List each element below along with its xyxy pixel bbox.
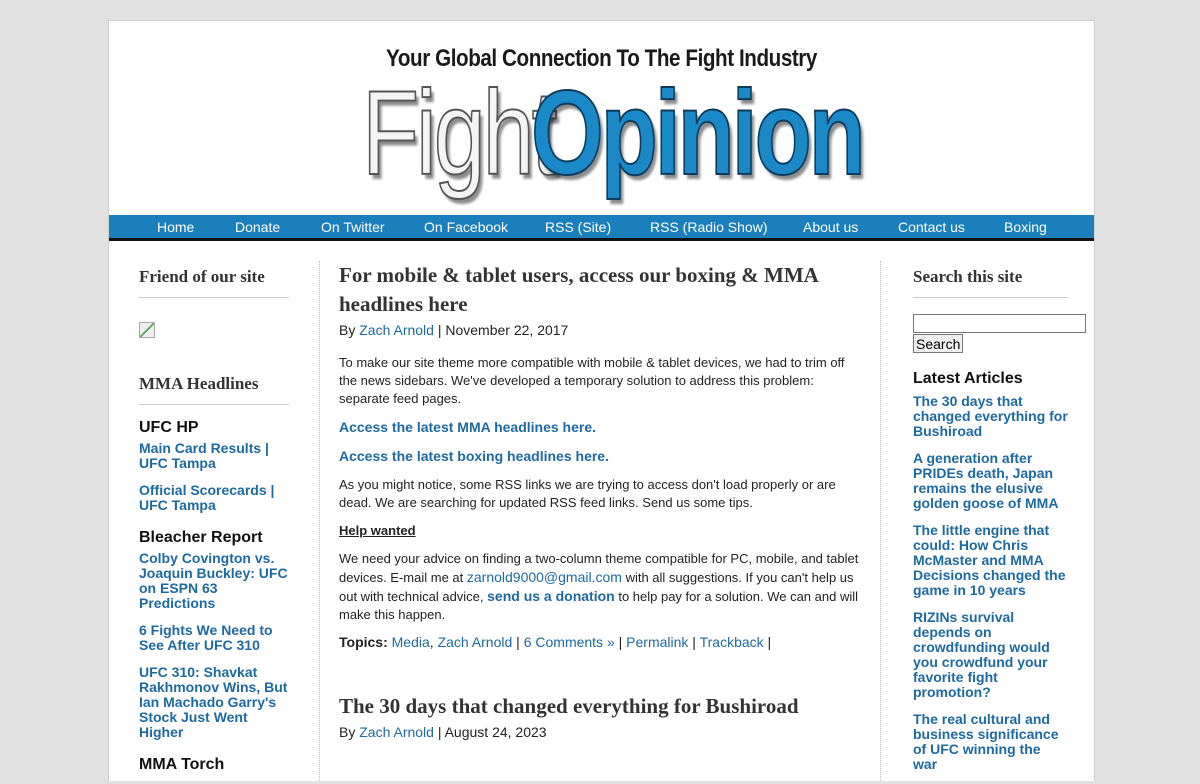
latest-articles-title: Latest Articles (913, 369, 1023, 387)
topic-link[interactable]: Media (391, 634, 430, 650)
post-paragraph: As you might notice, some RSS links we are trying to access don't load properly or are dead. We are searching for updated RSS feed links. Send us some tips. (339, 477, 836, 510)
post-byline (339, 322, 864, 338)
nav-rss-radio[interactable]: RSS (Radio Show) (650, 219, 768, 235)
post-date: | August 24, 2023 (433, 724, 547, 740)
text: to help pay for a solution. We can and will make this happen. (339, 589, 859, 622)
post (339, 692, 864, 740)
post-title[interactable]: The 30 days that changed everything for Bushiroad (339, 694, 799, 718)
nav-about[interactable]: About us (803, 219, 859, 235)
nav-twitter[interactable]: On Twitter (321, 219, 385, 235)
page-container (108, 20, 1095, 781)
post (339, 261, 864, 650)
topics-label: Topics: (339, 634, 392, 650)
post-date: | November 22, 2017 (433, 322, 569, 338)
logo-opinion-text: Opinion (530, 66, 863, 200)
headline-link[interactable]: 6 Fights We Need to See After UFC 310 (139, 622, 273, 653)
byline-prefix: By (339, 322, 360, 338)
feed-mma-torch (139, 756, 289, 774)
post-topics: Topics: Media, Zach Arnold | 6 Comments » | Permalink | Trackback | (339, 634, 772, 650)
latest-article-link[interactable]: A generation after PRIDEs death, Japan remains the elusive golden goose of MMA (913, 449, 1059, 511)
search-button[interactable]: Search (913, 334, 963, 353)
search-input[interactable] (913, 314, 1086, 333)
mma-headlines-title: MMA Headlines (139, 374, 289, 405)
headline-link[interactable]: Colby Covington vs. Joaquin Buckley: UFC on ESPN 63 Predictions (139, 550, 288, 611)
feed-title: UFC HP (139, 419, 199, 436)
main-content (339, 261, 864, 756)
text: We need your advice on finding a two-column theme compatible for PC, mobile, and tablet devices. E-mail me at (339, 551, 859, 585)
search-title: Search this site (913, 267, 1068, 298)
nav-facebook[interactable]: On Facebook (424, 219, 509, 235)
latest-article-link[interactable]: The 30 days that changed everything for Bushiroad (913, 392, 1068, 439)
boxing-headlines-link[interactable]: Access the latest boxing headlines here. (339, 448, 609, 464)
site-logo[interactable] (362, 66, 956, 200)
site-tagline: Your Global Connection To The Fight Industry (386, 45, 817, 72)
right-sidebar (913, 267, 1068, 784)
permalink-link[interactable]: Permalink (626, 634, 689, 650)
author-link[interactable]: Zach Arnold (359, 724, 434, 740)
feed-title: MMA Torch (139, 756, 225, 773)
mma-headlines-link[interactable]: Access the latest MMA headlines here. (339, 419, 597, 435)
headline-link[interactable]: Main Card Results | UFC Tampa (139, 440, 269, 471)
left-sidebar (139, 267, 289, 778)
trackback-link[interactable]: Trackback (699, 634, 764, 650)
feed-ufc-hp (139, 419, 289, 513)
nav-boxing[interactable]: Boxing (1004, 219, 1047, 235)
post-paragraph (339, 550, 864, 624)
nav-contact[interactable]: Contact us (898, 219, 965, 235)
broken-image-icon[interactable] (139, 322, 155, 338)
latest-article-link[interactable]: The little engine that could: How Chris McMaster and MMA Decisions changed the game in 10 years (913, 521, 1066, 598)
nav-rss-site[interactable]: RSS (Site) (545, 219, 612, 235)
byline-prefix: By (339, 724, 360, 740)
nav-donate[interactable]: Donate (235, 219, 281, 235)
comments-link[interactable]: 6 Comments » (523, 634, 615, 650)
headline-link[interactable]: UFC 310: Shavkat Rakhmonov Wins, But Ian Machado Garry's Stock Just Went Higher (139, 664, 288, 740)
site-header (109, 21, 1094, 215)
post-title[interactable]: For mobile & tablet users, access our boxing & MMA headlines here (339, 263, 818, 316)
text: with all suggestions. If you can't help us out with technical advice, (339, 570, 854, 604)
author-link[interactable]: Zach Arnold (359, 322, 434, 338)
nav-home[interactable]: Home (157, 219, 195, 235)
feed-title: Bleacher Report (139, 529, 263, 546)
headline-link[interactable]: Official Scorecards | UFC Tampa (139, 482, 275, 513)
post-paragraph: To make our site theme more compatible with mobile & tablet devices, we had to trim off the news sidebars. We've developed a temporary solution to address this problem: separate feed pages. (339, 355, 845, 406)
donation-link[interactable]: send us a donation (487, 588, 615, 604)
latest-article-link[interactable]: RIZINs survival depends on crowdfunding would you crowdfund your favorite fight promotion? (913, 608, 1050, 700)
feed-bleacher-report (139, 529, 289, 740)
latest-article-link[interactable]: The real cultural and business significance of UFC winning the war (913, 710, 1059, 772)
friend-title: Friend of our site (139, 267, 289, 298)
logo-fight-text: Fight (362, 66, 555, 200)
right-divider (880, 261, 881, 781)
main-nav (109, 215, 1094, 241)
email-link[interactable]: zarnold9000@gmail.com (466, 569, 622, 585)
topic-link[interactable]: Zach Arnold (437, 634, 513, 650)
post-byline (339, 724, 864, 740)
left-divider (319, 261, 320, 781)
help-wanted-heading: Help wanted (339, 523, 416, 538)
